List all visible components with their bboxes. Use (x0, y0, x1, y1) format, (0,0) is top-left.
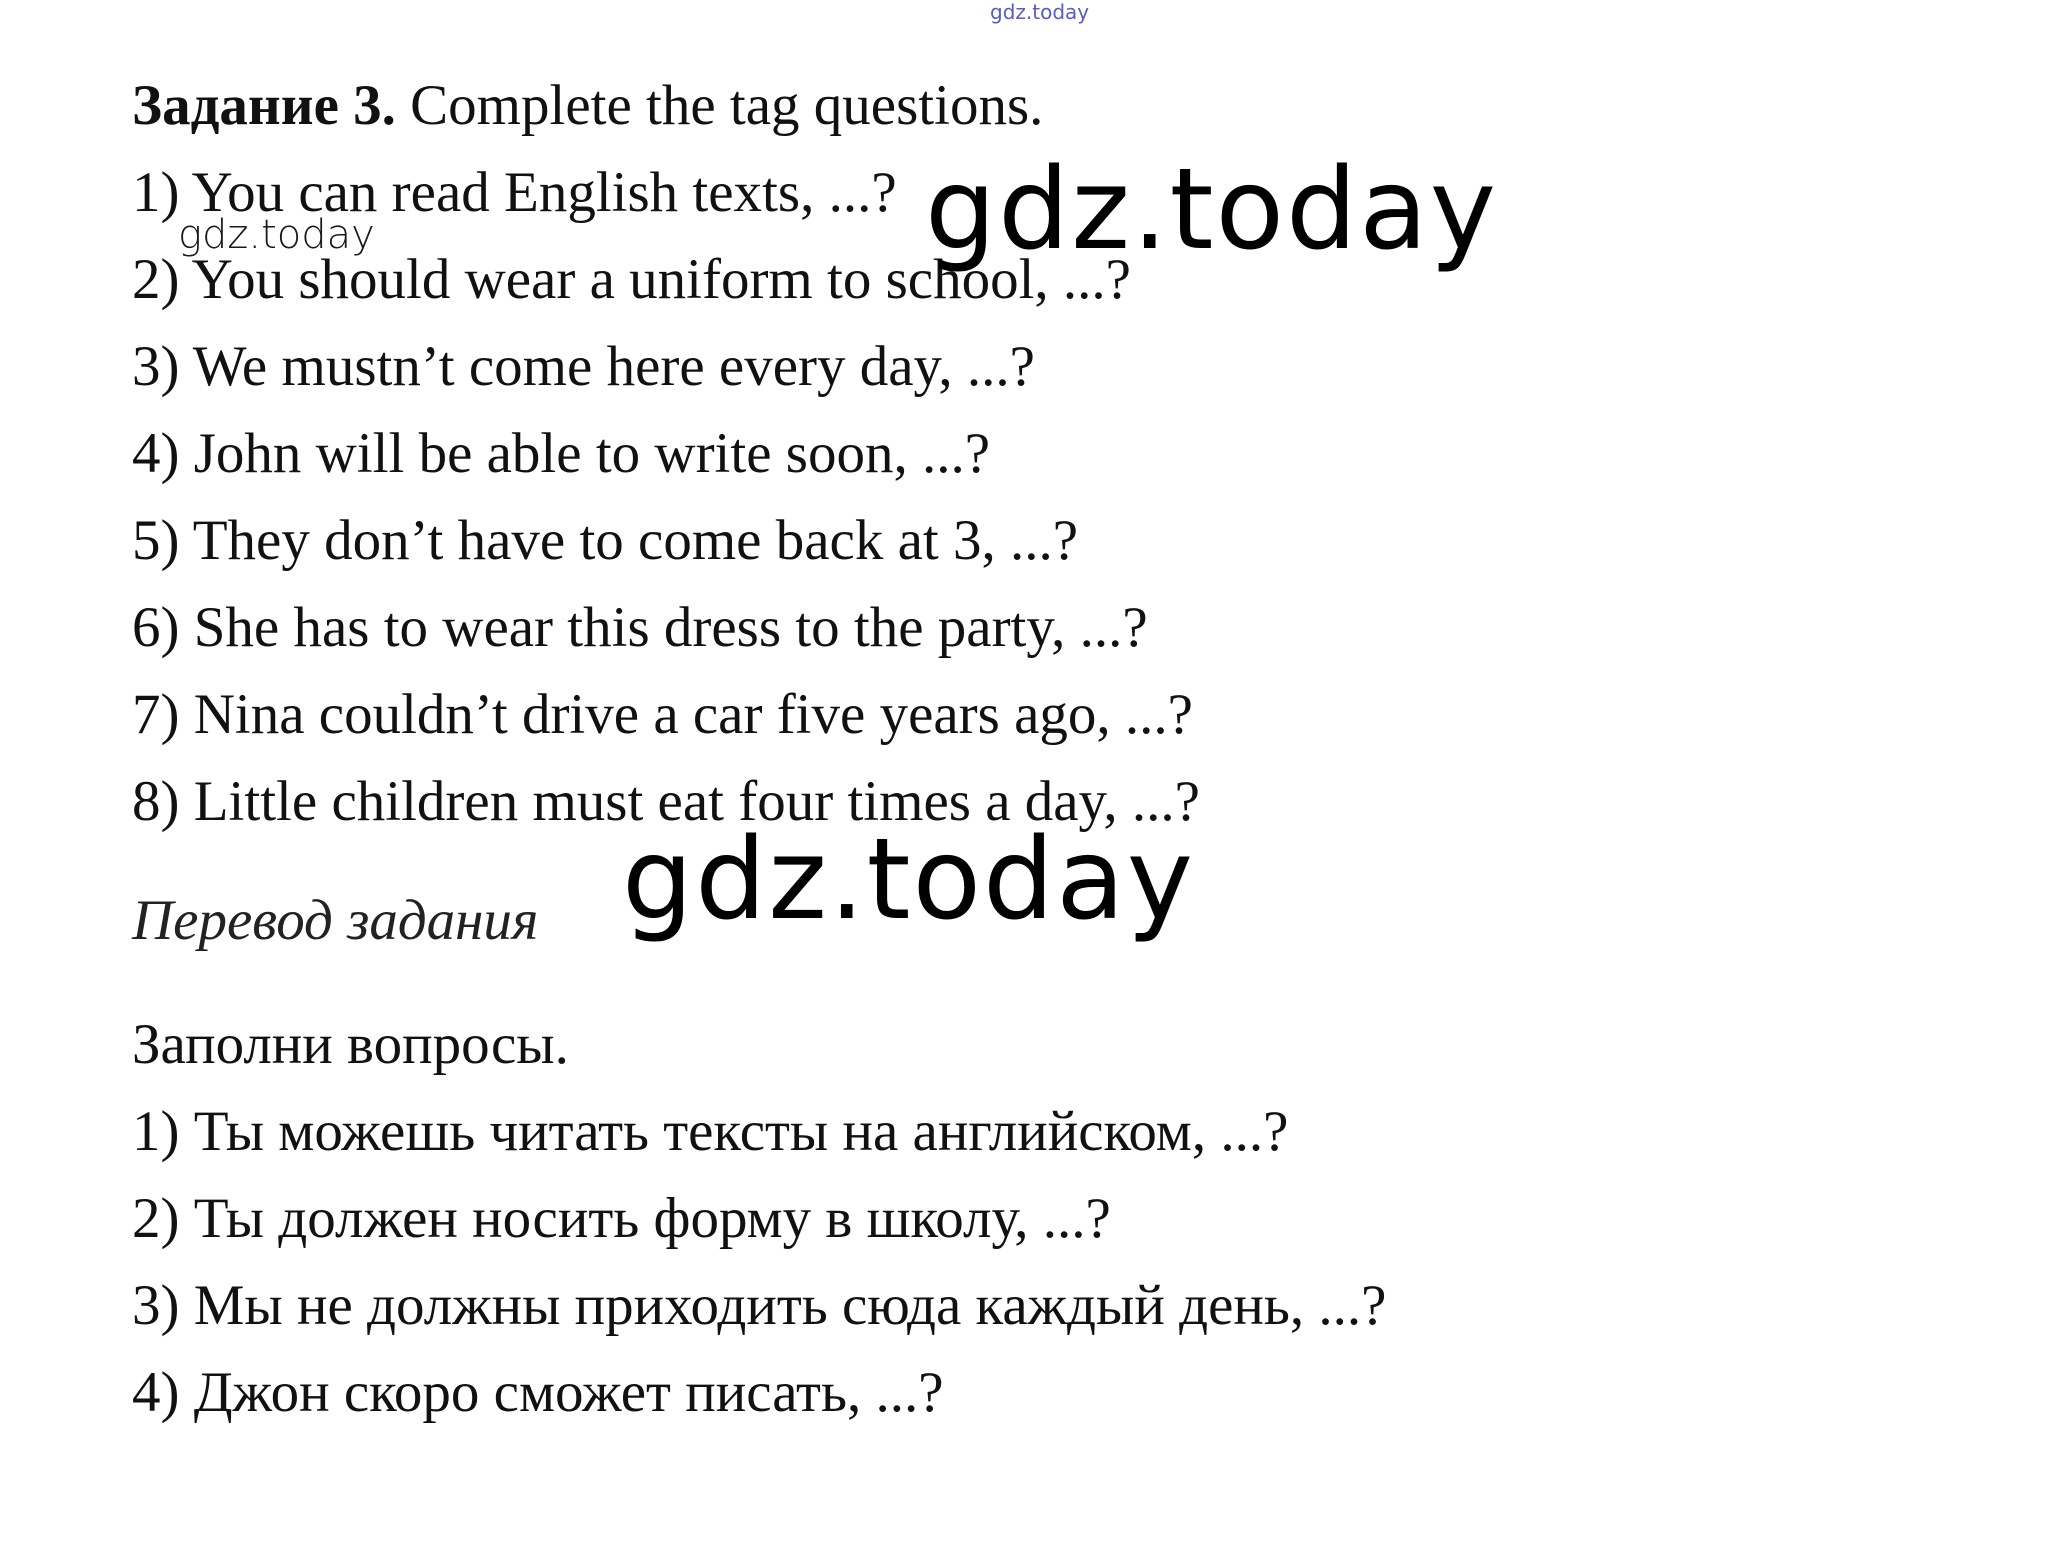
russian-item-3: 3) Мы не должны приходить сюда каждый день, ...? (132, 1274, 1387, 1337)
task-number: Задание 3. (132, 74, 396, 137)
translation-instruction: Заполни вопросы. (132, 1013, 569, 1076)
english-item-7: 7) Nina couldn’t drive a car five years ago, ...? (132, 683, 1193, 746)
russian-item-2: 2) Ты должен носить форму в школу, ...? (132, 1187, 1111, 1250)
english-item-8: 8) Little children must eat four times a day, ...? (132, 770, 1200, 833)
english-item-5: 5) They don’t have to come back at 3, ...? (132, 509, 1079, 572)
watermark-small: gdz.today (178, 212, 375, 258)
translation-heading: Перевод задания (132, 889, 539, 952)
english-item-2: 2) You should wear a uniform to school, ...? (132, 248, 1131, 311)
english-item-1: 1) You can read English texts, ...? (132, 161, 897, 224)
watermark-large-1: gdz.today (925, 145, 1499, 275)
task-instruction: Complete the tag questions. (410, 74, 1044, 137)
english-item-4: 4) John will be able to write soon, ...? (132, 422, 991, 485)
watermark-large-2: gdz.today (622, 815, 1196, 945)
english-item-3: 3) We mustn’t come here every day, ...? (132, 335, 1035, 398)
russian-item-1: 1) Ты можешь читать тексты на английском, ...? (132, 1100, 1289, 1163)
watermark-top: gdz.today (990, 0, 1090, 24)
english-item-6: 6) She has to wear this dress to the party, ...? (132, 596, 1148, 659)
task-heading (132, 73, 1043, 139)
russian-item-4: 4) Джон скоро сможет писать, ...? (132, 1361, 944, 1424)
